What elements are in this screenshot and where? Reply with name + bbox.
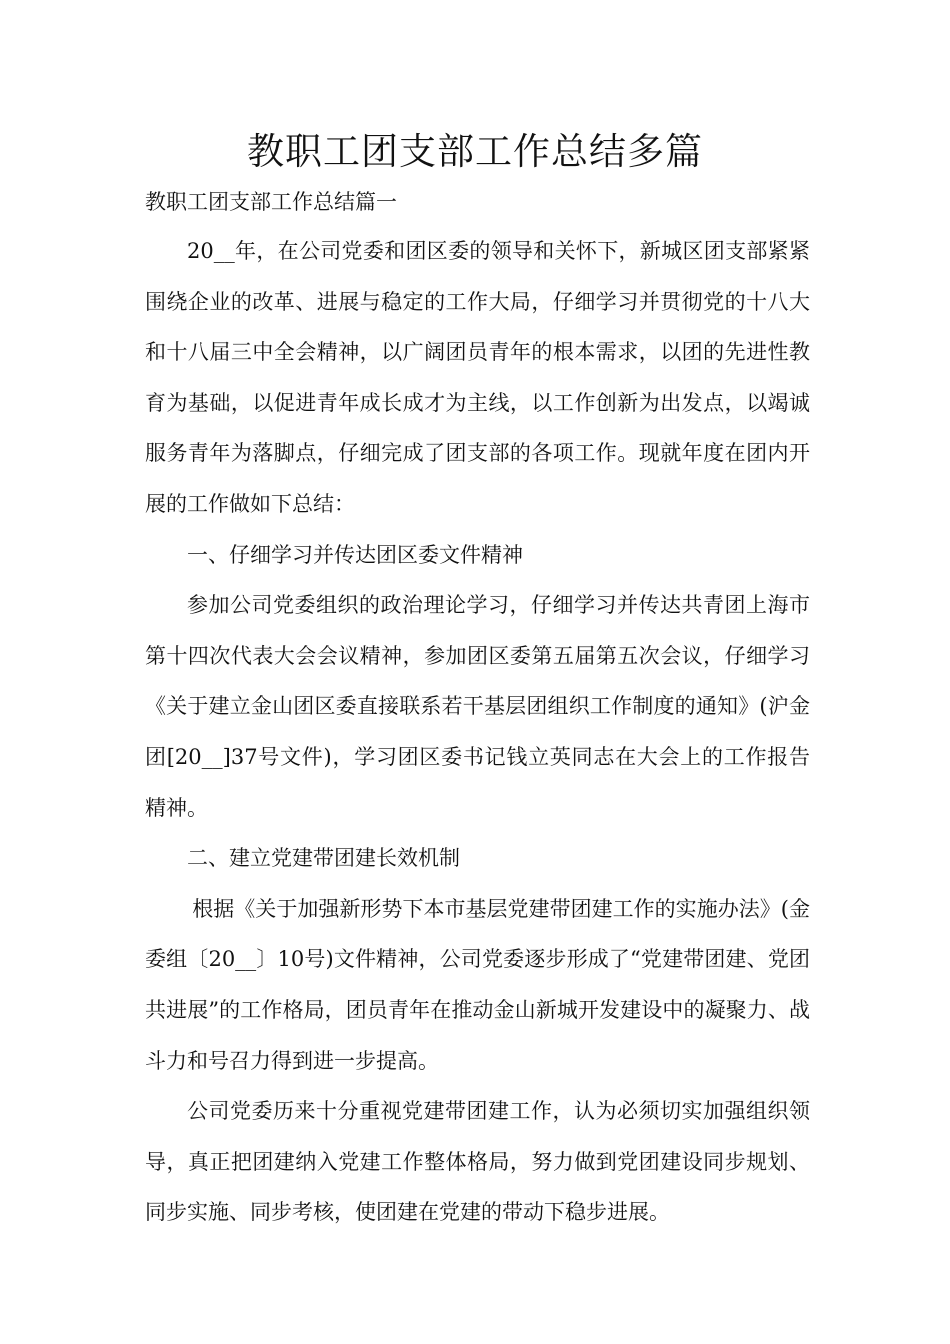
document-title: 教职工团支部工作总结多篇 — [247, 130, 703, 173]
document-body — [145, 226, 810, 1238]
paragraph-study: 参加公司党委组织的政治理论学习，仔细学习并传达共青团上海市第十四次代表大会会议精神，参加团区委第五届第五次会议，仔细学习《关于建立金山团区委直接联系若干基层团组织工作制度的通知》(沪金团[20__]37号文件)，学习团区委书记钱立英同志在大会上的工作报告精神。 — [145, 593, 810, 820]
paragraph-mechanism: 根据《关于加强新形势下本市基层党建带团建工作的实施办法》(金委组〔20__〕10号)文件精神，公司党委逐步形成了“党建带团建、党团共进展”的工作格局，团员青年在推动金山新城开发建设中的凝聚力、战斗力和号召力得到进一步提高。 — [145, 896, 810, 1073]
section-heading-2: 二、建立党建带团建长效机制 — [187, 846, 460, 871]
paragraph-intro: 20__年，在公司党委和团区委的领导和关怀下，新城区团支部紧紧围绕企业的改革、进展与稳定的工作大局，仔细学习并贯彻党的十八大和十八届三中全会精神，以广阔团员青年的根本需求，以团的先进性教育为基础，以促进青年成长成才为主线，以工作创新为出发点，以竭诚服务青年为落脚点，仔细完成了团支部的各项工作。现就年度在团内开展的工作做如下总结： — [145, 239, 810, 516]
section-subtitle: 教职工团支部工作总结篇一 — [145, 190, 397, 214]
section-heading-1: 一、仔细学习并传达团区委文件精神 — [187, 542, 523, 567]
paragraph-leadership: 公司党委历来十分重视党建带团建工作，认为必须切实加强组织领导，真正把团建纳入党建工作整体格局，努力做到党团建设同步规划、同步实施、同步考核，使团建在党建的带动下稳步进展。 — [145, 1099, 810, 1225]
